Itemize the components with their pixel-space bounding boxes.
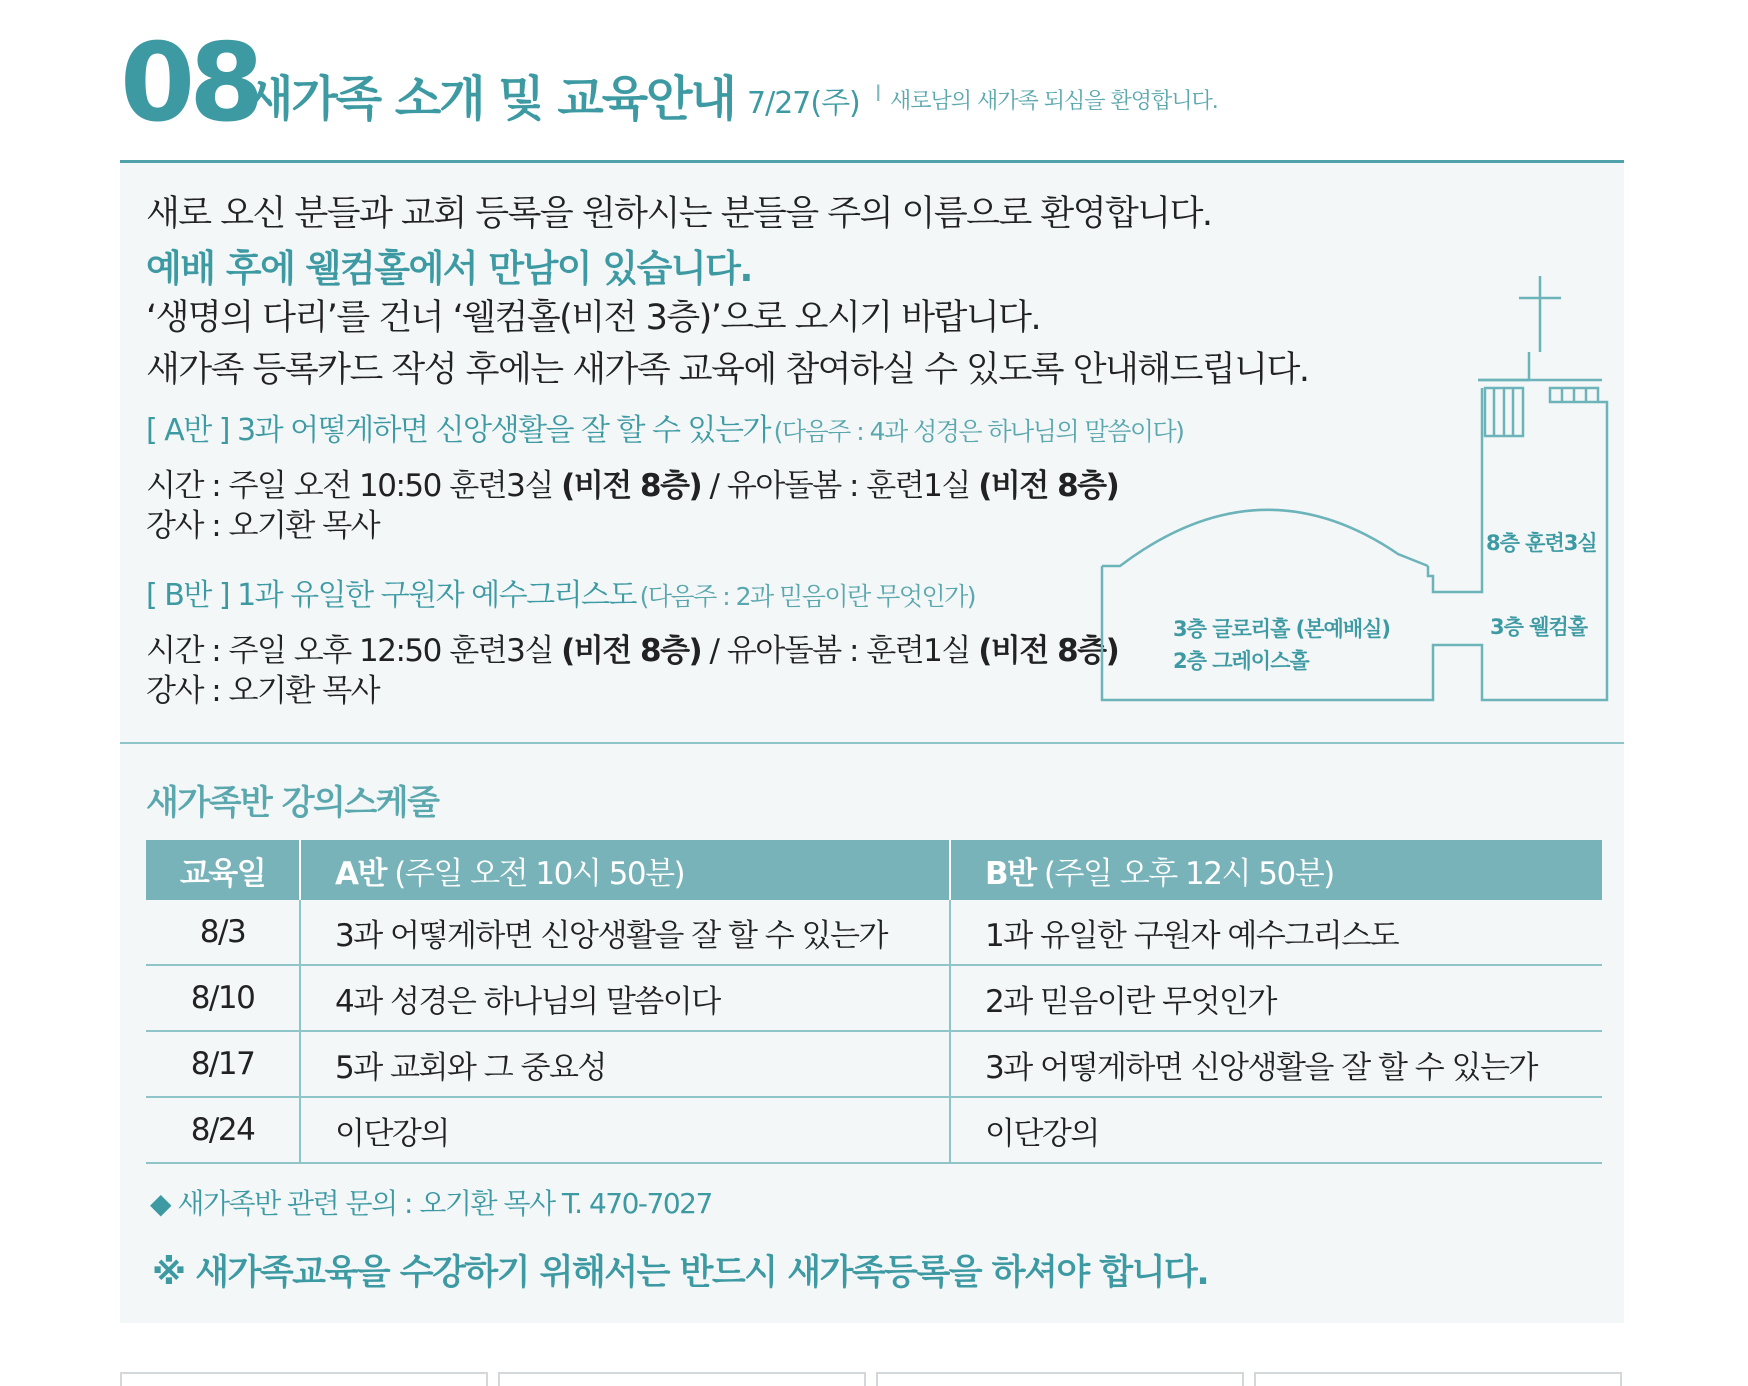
class-a-care-room: (비전 8층) [978, 468, 1119, 504]
row-class-a: 5과 교회와 그 중요성 [300, 1031, 950, 1097]
class-a-next: (다음주 : 4과 성경은 하나님의 말씀이다) [773, 417, 1184, 446]
label-floor3-welcome: 3층 웰컴홀 [1490, 615, 1588, 639]
church-building-illustration [1070, 270, 1630, 720]
class-b-teacher: 강사 : 오기환 목사 [146, 673, 380, 709]
intro-welcome: 새로 오신 분들과 교회 등록을 원하시는 분들을 주의 이름으로 환영합니다. [146, 194, 1212, 234]
label-glory-hall: 3층 글로리홀 (본예배실) [1173, 617, 1391, 641]
contact-info: ◆ 새가족반 관련 문의 : 오기환 목사 T. 470-7027 [150, 1187, 712, 1220]
row-date: 8/17 [146, 1031, 300, 1097]
class-b-next: (다음주 : 2과 믿음이란 무엇인가) [639, 582, 976, 611]
row-class-b: 이단강의 [950, 1097, 1602, 1163]
row-class-b: 2과 믿음이란 무엇인가 [950, 965, 1602, 1031]
next-card-3 [876, 1372, 1244, 1386]
intro-meeting-highlight: 예배 후에 웰컴홀에서 만남이 있습니다. [146, 247, 752, 290]
schedule-header-row [146, 840, 1602, 900]
header-date: 교육일 [146, 840, 300, 900]
schedule-title: 새가족반 강의스케줄 [146, 783, 439, 823]
class-a-time [146, 460, 1118, 505]
next-card-1 [120, 1372, 488, 1386]
row-date: 8/10 [146, 965, 300, 1031]
class-b-care-room: (비전 8층) [978, 633, 1119, 669]
class-a-heading [146, 405, 1183, 449]
next-card-2 [498, 1372, 866, 1386]
section-number: 08 [120, 21, 259, 146]
header-class-b-time: (주일 오후 12시 50분) [1035, 855, 1334, 892]
table-row [146, 900, 1602, 965]
row-class-a: 3과 어떻게하면 신앙생활을 잘 할 수 있는가 [300, 900, 950, 965]
class-b-heading [146, 570, 975, 614]
row-class-a: 이단강의 [300, 1097, 950, 1163]
class-a-time-text: 시간 : 주일 오전 10:50 훈련3실 [146, 468, 553, 504]
class-b-time [146, 625, 1118, 670]
section-subtitle: 새로남의 새가족 되심을 환영합니다. [890, 89, 1218, 114]
label-floor8: 8층 훈련3실 [1486, 531, 1597, 555]
header-class-a-label: A반 [335, 855, 386, 892]
intro-registration: 새가족 등록카드 작성 후에는 새가족 교육에 참여하실 수 있도록 안내해드립니다. [146, 350, 1309, 390]
label-grace-hall: 2층 그레이스홀 [1173, 649, 1309, 673]
class-b-time-room: (비전 8층) [561, 633, 702, 669]
header-class-b-label: B반 [985, 855, 1036, 892]
class-b-time-text: 시간 : 주일 오후 12:50 훈련3실 [146, 633, 553, 669]
row-class-b: 1과 유일한 구원자 예수그리스도 [950, 900, 1602, 965]
building-left-wall [1428, 388, 1482, 592]
table-row [146, 1031, 1602, 1097]
dome-roof [1102, 510, 1428, 566]
row-date: 8/3 [146, 900, 300, 965]
section-title: 새가족 소개 및 교육안내 [247, 71, 735, 127]
section-header [120, 21, 1620, 150]
section-divider [120, 742, 1624, 744]
schedule-table [146, 840, 1602, 1164]
class-a-title: [ A반 ] 3과 어떻게하면 신앙생활을 잘 할 수 있는가 [146, 413, 770, 448]
header-separator: I [875, 82, 882, 107]
registration-notice: ※ 새가족교육을 수강하기 위해서는 반드시 새가족등록을 하셔야 합니다. [152, 1253, 1209, 1293]
header-class-a [300, 840, 950, 900]
class-a-time-room: (비전 8층) [561, 468, 702, 504]
intro-directions: ‘생명의 다리’를 건너 ‘웰컴홀(비전 3층)’으로 오시기 바랍니다. [146, 298, 1041, 338]
header-class-b [950, 840, 1602, 900]
row-class-b: 3과 어떻게하면 신앙생활을 잘 할 수 있는가 [950, 1031, 1602, 1097]
header-class-a-time: (주일 오전 10시 50분) [385, 855, 685, 892]
class-b-care-text: / 유아돌봄 : 훈련1실 [701, 633, 970, 669]
class-a-teacher: 강사 : 오기환 목사 [146, 508, 380, 544]
row-class-a: 4과 성경은 하나님의 말씀이다 [300, 965, 950, 1031]
table-row [146, 1097, 1602, 1163]
section-date: 7/27(주) [747, 86, 860, 121]
table-row [146, 965, 1602, 1031]
tower-top [1478, 352, 1529, 380]
class-b-title: [ B반 ] 1과 유일한 구원자 예수그리스도 [146, 578, 637, 613]
class-a-care-text: / 유아돌봄 : 훈련1실 [701, 468, 970, 504]
next-card-4 [1254, 1372, 1622, 1386]
row-date: 8/24 [146, 1097, 300, 1163]
